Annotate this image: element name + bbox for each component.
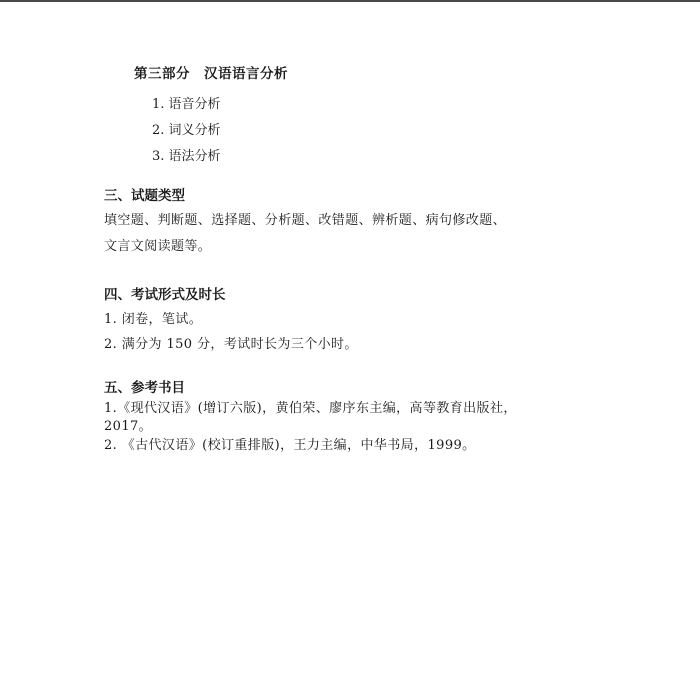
- section-four-heading: 四、考试形式及时长: [104, 287, 226, 303]
- section-five-line-1: 1.《现代汉语》(增订六版)，黄伯荣、廖序东主编，高等教育出版社，: [104, 401, 517, 416]
- section-five-heading: 五、参考书目: [104, 380, 185, 396]
- section-five-line-3: 2. 《古代汉语》(校订重排版)，王力主编，中华书局，1999。: [104, 438, 476, 453]
- section-five-line-2: 2017。: [104, 419, 153, 434]
- part-three-title: 第三部分 汉语语言分析: [134, 66, 288, 82]
- section-three-line-1: 填空题、判断题、选择题、分析题、改错题、辨析题、病句修改题、: [104, 213, 507, 228]
- part-three-item-phonetics: 1. 语音分析: [152, 97, 221, 112]
- part-three-item-semantics: 2. 词义分析: [152, 123, 221, 138]
- part-three-item-grammar: 3. 语法分析: [152, 149, 221, 164]
- section-four-line-1: 1. 闭卷，笔试。: [104, 312, 203, 327]
- section-three-heading: 三、试题类型: [104, 188, 185, 204]
- section-four-line-2: 2. 满分为 150 分，考试时长为三个小时。: [104, 337, 358, 352]
- section-three-line-2: 文言文阅读题等。: [104, 239, 212, 254]
